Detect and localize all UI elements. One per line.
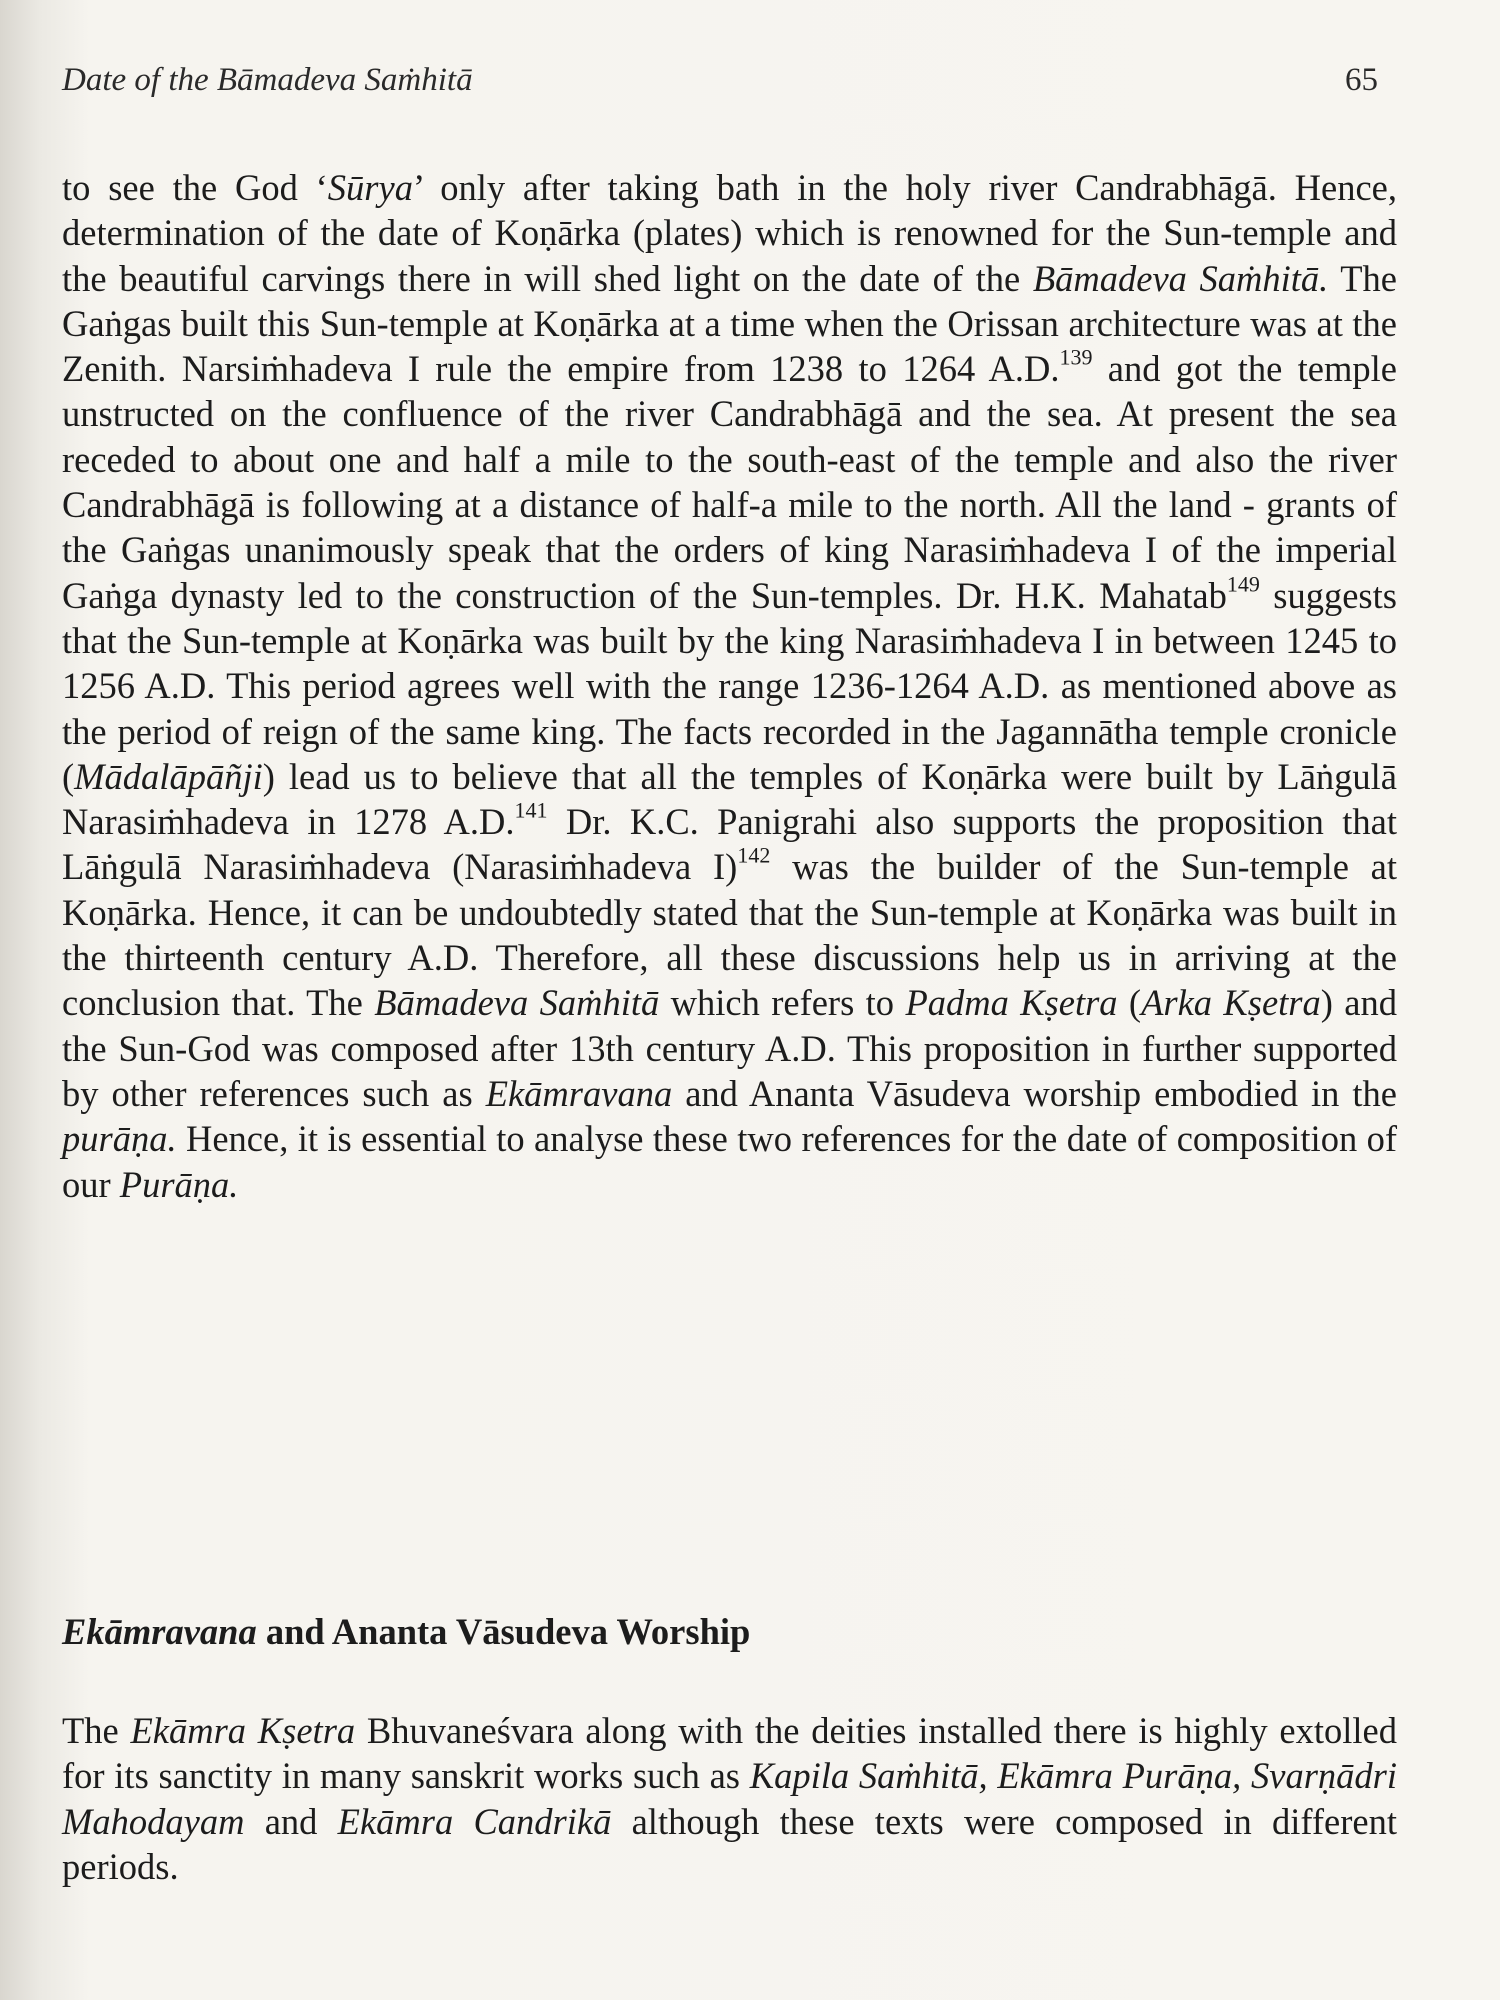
text-run: ( bbox=[1117, 982, 1142, 1024]
text-run: The Gaṅgas built this Sun-temple at Koṇārka at a time when the Orissan architecture was at the Zenith. Narsiṁhadeva I rule the empire from 1238 to 1264 A.D. bbox=[62, 257, 1398, 390]
footnote-ref: 149 bbox=[1226, 571, 1260, 597]
heading-text: and Ananta Vāsudeva Worship bbox=[256, 1611, 751, 1652]
italic-term: Kapila Saṁhitā, Ekāmra Purāṇa, Svarṇādri Mahodayam bbox=[62, 1755, 1397, 1842]
main-paragraph bbox=[62, 165, 1397, 1207]
second-paragraph bbox=[62, 1708, 1397, 1889]
text-run: suggests that the Sun-temple at Koṇārka was built by the king Narasiṁhadeva I in between 1245 to 1256 A.D. This period agrees well with the range 1236-1264 A.D. as mentioned above as the period of reign of the same king. The facts recorded in the Jagannātha temple cronicle ( bbox=[62, 574, 1397, 797]
running-head: Date of the Bāmadeva Saṁhitā bbox=[62, 62, 473, 98]
footnote-ref: 142 bbox=[737, 842, 771, 868]
italic-term: Arka Kṣetra bbox=[1141, 982, 1321, 1024]
italic-term: Sūrya bbox=[327, 167, 413, 208]
italic-term: Bāmadeva Saṁhitā bbox=[374, 982, 660, 1024]
text-run: Bhuvaneśvara along with the deities installed there is highly extolled for its sanctity in many sanskrit works such as bbox=[62, 1710, 1398, 1797]
text-run: was the builder of the Sun-temple at Koṇārka. Hence, it can be undoubtedly stated that the Sun-temple at Koṇārka was built in the thirteenth century A.D. Therefore, all these discussions help us in arriving at the conclusion that. The bbox=[62, 846, 1398, 1024]
text-run: ) lead us to believe that all the temples of Koṇārka were built by Lāṅgulā Narasiṁhadeva in 1278 A.D. bbox=[62, 755, 1397, 843]
text-run: and Ananta Vāsudeva worship embodied in the bbox=[672, 1072, 1397, 1114]
italic-term: Purāṇa. bbox=[119, 1163, 239, 1205]
italic-term: Ekāmravana bbox=[485, 1072, 673, 1114]
text-run: and got the temple unstructed on the confluence of the river Candrabhāgā and the sea. At present the sea receded to about one and half a mile to the south-east of the temple and also the river Candrabhāgā is following at a distance of half-a mile to the north. All the land - grants of the Gaṅgas unanimously speak that the orders of king Narasiṁhadeva I of the imperial Gaṅga dynasty led to the construction of the Sun-temples. Dr. H.K. Mahatab bbox=[62, 348, 1397, 616]
footnote-ref: 139 bbox=[1059, 344, 1093, 370]
italic-term: Ekāmra Candrikā bbox=[337, 1800, 612, 1842]
section-heading bbox=[62, 1610, 750, 1653]
text-run: ’ only after taking bath in the holy river Candrabhāgā. Hence, determination of the date of Koṇārka (plates) which is renowned for the Sun-temple and the beautiful carvings there in will shed light on the date of the bbox=[62, 167, 1397, 299]
text-run: Dr. K.C. Panigrahi also supports the proposition that Lāṅgulā Narasiṁhadeva (Narasiṁhadeva I) bbox=[62, 801, 1397, 888]
text-run: and bbox=[244, 1800, 338, 1842]
heading-italic: Ekāmravana bbox=[62, 1611, 257, 1652]
text-run: although these texts were composed in different periods. bbox=[62, 1800, 1397, 1887]
text-run: to see the God ‘ bbox=[62, 167, 328, 208]
text-run: Hence, it is essential to analyse these two references for the date of composition of our bbox=[62, 1118, 1397, 1205]
page-number: 65 bbox=[1345, 62, 1378, 98]
footnote-ref: 141 bbox=[514, 797, 548, 823]
text-run: which refers to bbox=[659, 982, 906, 1024]
italic-term: Ekāmra Kṣetra bbox=[130, 1710, 356, 1751]
italic-term: Bāmadeva Saṁhitā. bbox=[1032, 257, 1329, 299]
text-run: ) and the Sun-God was composed after 13th century A.D. This proposition in further supported by other references such as bbox=[62, 982, 1397, 1114]
italic-term: Mādalāpāñji bbox=[74, 755, 263, 797]
italic-term: Padma Kṣetra bbox=[905, 982, 1118, 1024]
text-run: The bbox=[62, 1710, 131, 1751]
italic-term: purāṇa. bbox=[62, 1118, 177, 1160]
